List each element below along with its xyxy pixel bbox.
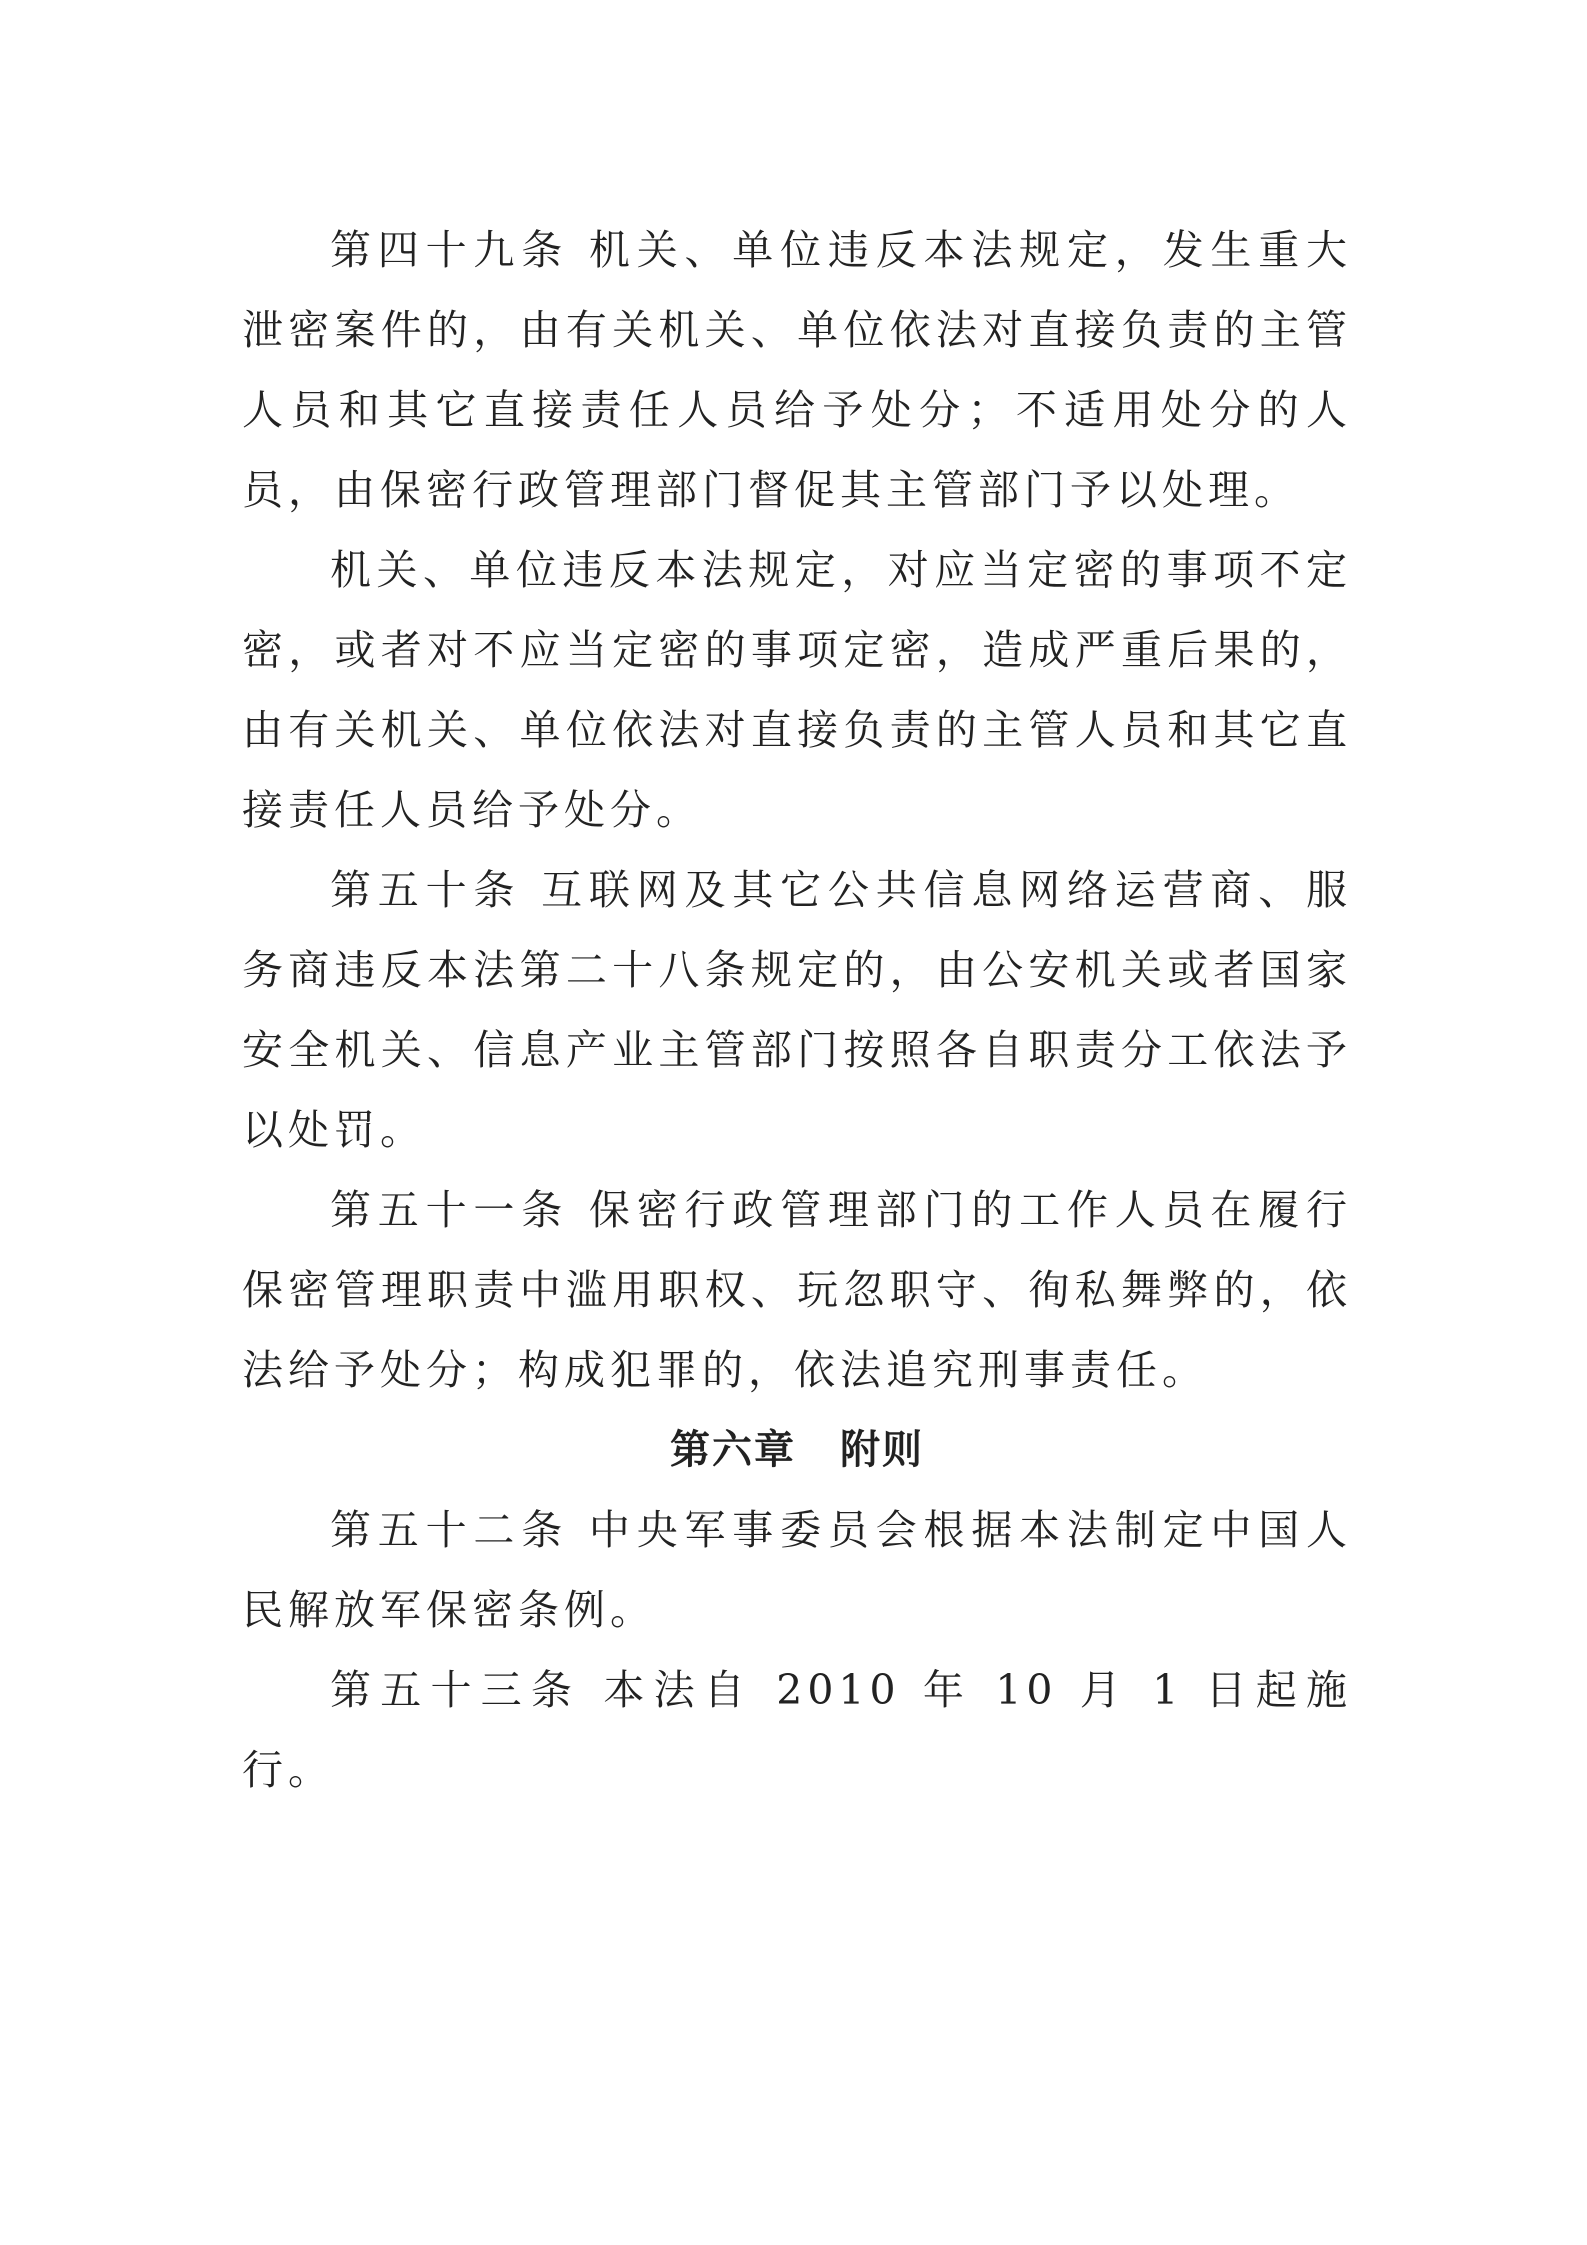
article-49-paragraph: 第四十九条 机关、单位违反本法规定，发生重大泄密案件的，由有关机关、单位依法对直接负责的主管人员和其它直接责任人员给予处分；不适用处分的人员，由保密行政管理部门督促其主管部门予以处理。: [242, 226, 1352, 514]
article-53-paragraph: 第五十三条 本法自 2010 年 10 月 1 日起施行。: [242, 1666, 1352, 1794]
article-51-paragraph: 第五十一条 保密行政管理部门的工作人员在履行保密管理职责中滥用职权、玩忽职守、徇私舞弊的，依法给予处分；构成犯罪的，依法追究刑事责任。: [242, 1186, 1352, 1394]
article-52-paragraph: 第五十二条 中央军事委员会根据本法制定中国人民解放军保密条例。: [242, 1506, 1352, 1634]
article-49-second-paragraph: 机关、单位违反本法规定，对应当定密的事项不定密，或者对不应当定密的事项定密，造成严重后果的，由有关机关、单位依法对直接负责的主管人员和其它直接责任人员给予处分。: [242, 546, 1352, 834]
chapter-heading: [242, 1410, 1352, 1490]
chapter-title: 附则: [840, 1427, 924, 1473]
document-body: [242, 210, 1352, 1810]
chapter-number: 第六章: [670, 1427, 796, 1473]
article-50-paragraph: 第五十条 互联网及其它公共信息网络运营商、服务商违反本法第二十八条规定的，由公安机关或者国家安全机关、信息产业主管部门按照各自职责分工依法予以处罚。: [242, 866, 1352, 1154]
